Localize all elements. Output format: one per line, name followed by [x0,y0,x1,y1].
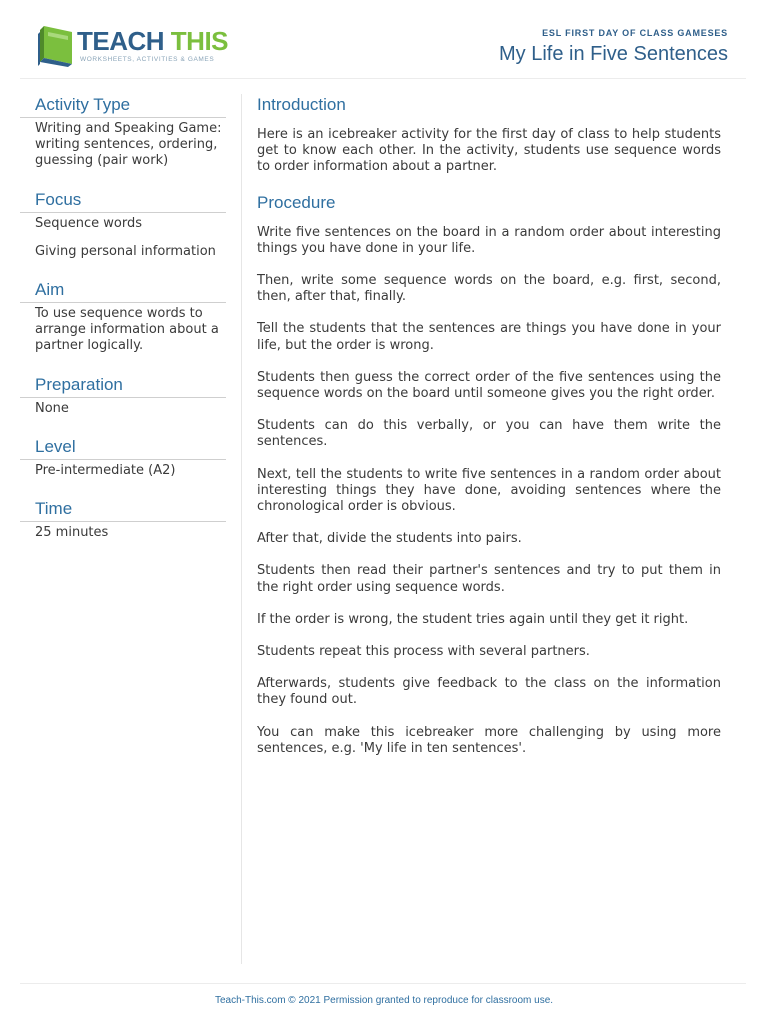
procedure-heading: Procedure [257,192,336,212]
sidebar-item: 25 minutes [35,525,109,541]
sidebar-item: Writing and Speaking Game: writing sentences, ordering, guessing (pair work) [35,121,222,169]
logo-word-teach: TEACH [77,26,165,56]
sidebar-section [20,374,226,417]
column-divider [241,94,242,964]
sidebar-section-heading: Aim [20,279,226,303]
sidebar-section-heading: Level [20,436,226,460]
procedure-step: After that, divide the students into pairs. [257,531,522,547]
procedure-steps [257,225,721,757]
procedure-step: If the order is wrong, the student tries again until they get it right. [257,611,689,627]
introduction-heading: Introduction [257,95,346,114]
activity-info-sidebar [20,94,226,560]
procedure-step: Students repeat this process with several partners. [257,644,590,660]
procedure-step: You can make this icebreaker more challenging by using more sentences, e.g. 'My life in ten sentences'. [257,724,721,756]
introduction-text: Here is an icebreaker activity for the first day of class to help students get to know each other. In the activity, students use sequence words to order information about a partner. [257,127,721,175]
procedure-step: Afterwards, students give feedback to the class on the information they found out. [257,676,721,708]
sidebar-section-body [20,460,226,479]
page-header [0,0,768,78]
sidebar-section-heading: Focus [20,189,226,213]
sidebar-item: To use sequence words to arrange information about a partner logically. [35,306,219,354]
procedure-step: Students then guess the correct order of the five sentences using the sequence words on the board until someone gives you the right order. [257,369,721,402]
sidebar-section-body [20,303,226,355]
procedure-step: Next, tell the students to write five sentences in a random order about interesting things they have done, avoiding sentences where the chronological order is obvious. [257,466,721,515]
copyright-footer: Teach-This.com © 2021 Permission granted to reproduce for classroom use. [214,995,554,1006]
category-kicker: ESL FIRST DAY OF CLASS GAMESES [542,28,728,38]
logo-tagline: WORKSHEETS, ACTIVITIES & GAMES [80,56,215,63]
sidebar-section [20,189,226,260]
page-title: My Life in Five Sentences [499,43,728,65]
sidebar-section [20,279,226,355]
sidebar-section-body [20,213,226,260]
header-divider [20,78,746,79]
sidebar-section-heading: Time [20,498,226,522]
sidebar-item: Giving personal information [35,243,216,259]
sidebar-item: None [35,400,69,416]
book-logo-icon [36,24,76,68]
footer-divider [20,983,746,984]
procedure-step: Write five sentences on the board in a random order about interesting things you have done in your life. [257,224,721,256]
sidebar-section-body [20,118,226,170]
sidebar-section-body [20,398,226,417]
main-content [257,94,721,773]
sidebar-item: Sequence words [35,215,142,231]
sidebar-section [20,94,226,170]
procedure-step: Students can do this verbally, or you can have them write the sentences. [257,418,721,450]
sidebar-section-heading: Activity Type [20,94,226,118]
logo-wordmark [77,26,228,56]
sidebar-section-heading: Preparation [20,374,226,398]
procedure-step: Then, write some sequence words on the board, e.g. first, second, then, after that, finally. [257,273,721,305]
procedure-step: Students then read their partner's sentences and try to put them in the right order using sequence words. [257,563,721,595]
sidebar-section-body [20,522,226,541]
sidebar-section [20,436,226,479]
procedure-step: Tell the students that the sentences are things you have done in your life, but the order is wrong. [257,321,721,353]
sidebar-item: Pre-intermediate (A2) [35,462,176,478]
sidebar-section [20,498,226,541]
teach-this-logo[interactable] [36,24,236,70]
logo-word-this: THIS [170,26,229,56]
